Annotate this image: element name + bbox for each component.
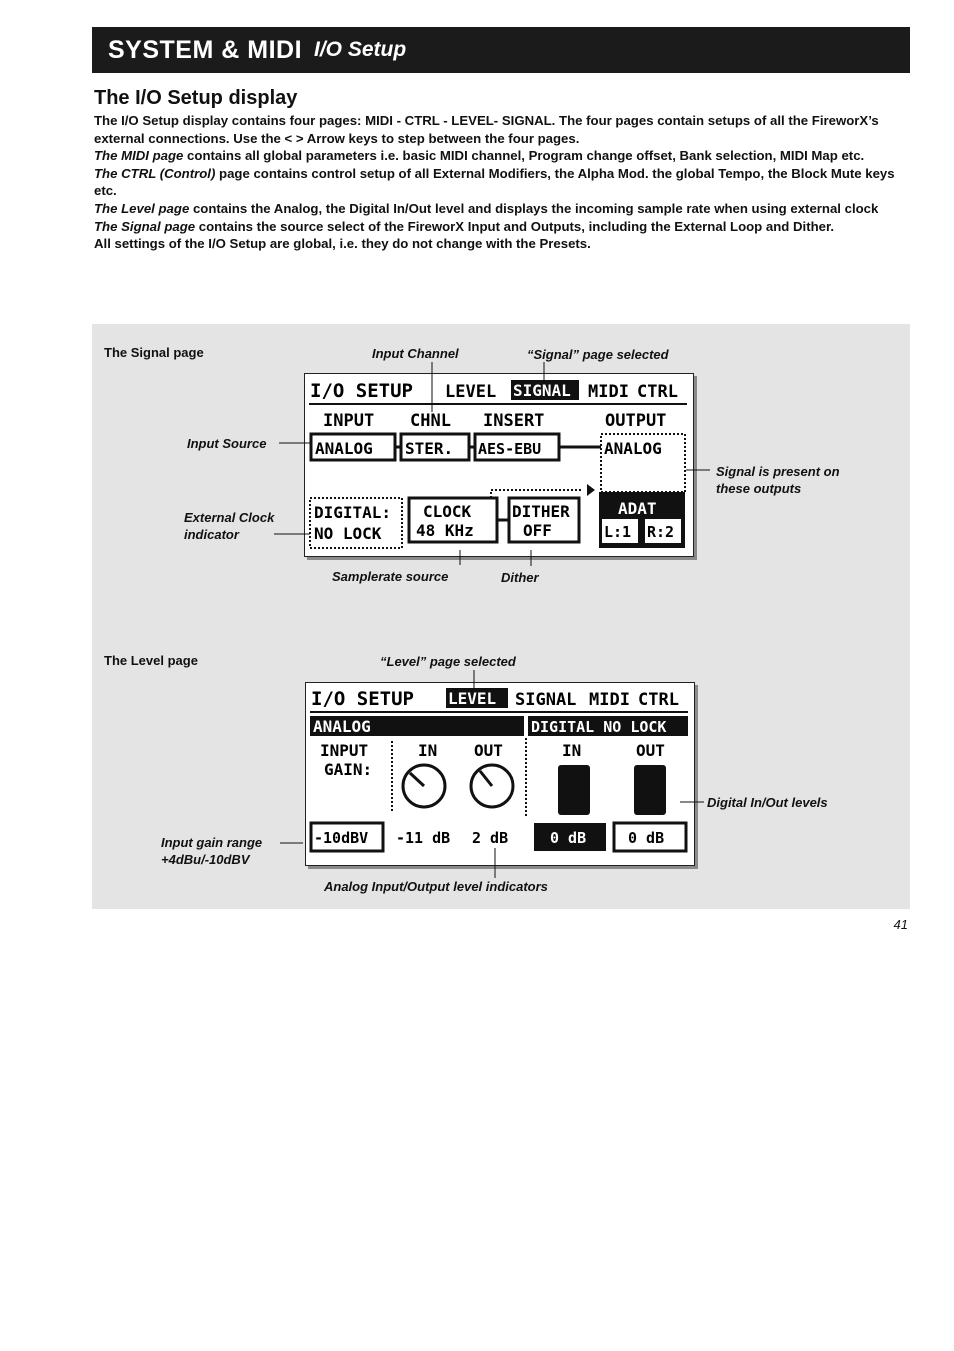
lcd-clock-line1: CLOCK [423,502,472,521]
lcd-tab-signal: SIGNAL [515,690,577,710]
midi-page-desc: contains all global parameters i.e. basic MIDI channel, Program change offset, Bank selection, MIDI Map etc. [183,148,865,164]
callout-digital-levels: Digital In/Out levels [707,795,828,810]
lcd-output-value: ANALOG [604,439,662,458]
lcd-digital-out-value: 0 dB [628,829,665,847]
midi-page-term: The MIDI page [94,148,184,164]
callout-level-page-selected: “Level” page selected [380,654,516,669]
lcd-clock-line2: 48 KHz [416,521,474,540]
lcd-analog-in-value: -11 dB [396,829,451,847]
lcd-input-value: ANALOG [315,439,373,458]
callout-input-gain-range [161,834,262,868]
lcd-input-gain-line1: INPUT [320,741,369,760]
lcd-tab-midi: MIDI [588,382,629,402]
level-page-desc: contains the Analog, the Digital In/Out level and displays the incoming sample rate when using external clock [189,200,879,216]
lcd-gain-value: -10dBV [314,829,369,847]
paragraph-level [94,200,910,218]
level-page-lcd [305,682,695,866]
input-gain-range-line2: +4dBu/-10dBV [161,852,250,867]
callout-signal-present: Signal is present on these outputs [716,464,840,496]
lcd-tab-midi: MIDI [589,690,630,710]
lcd-tab-ctrl: CTRL [638,690,679,710]
lcd-digital-line2: NO LOCK [314,524,382,543]
section-header-bar [92,27,910,73]
lcd-analog-in-label: IN [418,741,438,760]
subsection-title: I/O Setup [314,38,407,61]
callout-input-source: Input Source [187,436,267,451]
lcd-digital-in-value: 0 dB [550,829,587,847]
lcd-analog-out-label: OUT [474,741,503,760]
lcd-digital-out-label: OUT [636,741,665,760]
lcd-adat-left: L:1 [604,523,632,541]
paragraph-overview: The I/O Setup display contains four pages: MIDI - CTRL - LEVEL- SIGNAL. The four pages contain setups of all the FireworX’s external connections. Use the < > Arrow keys to step between the four pages. [94,113,879,146]
paragraph-ctrl [94,165,910,200]
lcd-adat-right: R:2 [647,523,675,541]
lcd-input-gain-line2: GAIN: [324,760,373,779]
lcd-tab-ctrl: CTRL [637,382,678,402]
callout-samplerate-source: Samplerate source [332,569,449,584]
lcd-col-chnl: CHNL [410,411,451,431]
lcd-adat-label: ADAT [618,499,657,518]
ctrl-page-desc: page contains control setup of all External Modifiers, the Alpha Mod. the global Tempo, the Block Mute keys etc. [94,165,895,199]
lcd-col-output: OUTPUT [605,411,667,431]
lcd-tab-level: LEVEL [448,689,497,708]
signal-page-term: The Signal page [94,218,196,234]
section-title: SYSTEM & MIDI [108,35,303,64]
signal-page-label: The Signal page [104,345,204,360]
input-gain-range-line1: Input gain range [161,835,263,850]
level-page-label: The Level page [104,653,198,668]
callout-analog-indicators: Analog Input/Output level indicators [324,879,548,894]
lcd-title: I/O SETUP [310,380,413,402]
callout-input-channel: Input Channel [372,346,459,361]
lcd-digital-line1: DIGITAL: [314,503,392,522]
signal-page-lcd [304,373,694,557]
lcd-col-input: INPUT [323,411,375,431]
lcd-digital-header: DIGITAL NO LOCK [531,718,667,736]
lcd-chnl-value: STER. [405,439,454,458]
lcd-analog-header: ANALOG [313,717,371,736]
callout-external-clock: External Clock indicator [184,510,275,542]
intro-text [94,112,910,253]
paragraph-global-note: All settings of the I/O Setup are global, i.e. they do not change with the Presets. [94,236,591,252]
lcd-dither-line2: OFF [523,521,552,540]
level-page-term: The Level page [94,200,190,216]
signal-lcd-graphic [305,374,693,556]
lcd-title: I/O SETUP [311,688,414,710]
callout-signal-page-selected: “Signal” page selected [527,347,669,362]
lcd-digital-in-label: IN [562,741,582,760]
lcd-insert-value: AES-EBU [478,440,542,458]
analog-in-knob [403,765,445,807]
lcd-tab-signal: SIGNAL [513,381,571,400]
page-title: The I/O Setup display [94,87,298,109]
lcd-col-insert: INSERT [483,411,545,431]
paragraph-signal [94,218,910,236]
level-lcd-graphic [306,683,694,865]
lcd-tab-level: LEVEL [445,382,497,402]
paragraph-midi [94,147,910,165]
digital-out-meter [634,765,666,815]
lcd-analog-out-value: 2 dB [472,829,509,847]
ctrl-page-term: The CTRL (Control) [94,165,216,181]
callout-dither: Dither [501,570,539,585]
lcd-dither-line1: DITHER [512,502,570,521]
digital-in-meter [558,765,590,815]
page-number: 41 [893,917,908,932]
signal-page-desc: contains the source select of the FireworX Input and Outputs, including the External Loop and Dither. [195,218,835,234]
analog-out-knob [471,765,513,807]
